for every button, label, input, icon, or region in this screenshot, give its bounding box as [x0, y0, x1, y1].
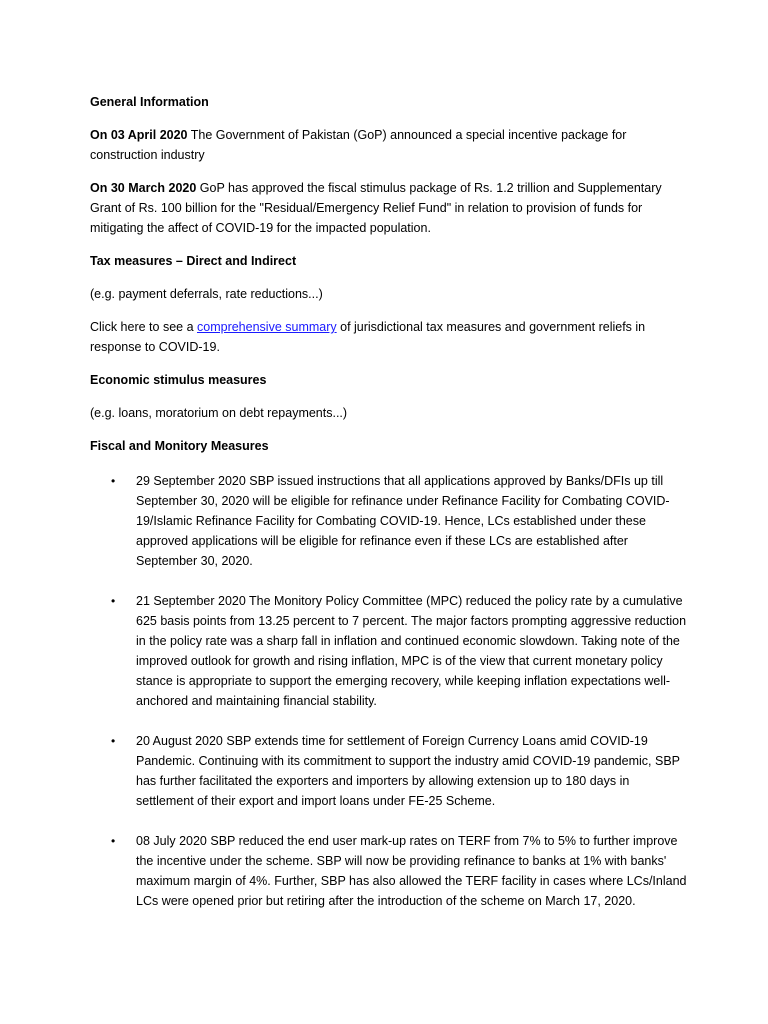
list-item-text: 08 July 2020 SBP reduced the end user mark-up rates on TERF from 7% to 5% to further improve the incentive under the scheme. SBP will now be providing refinance to banks at 1% with banks' maximum margin of 4%. Further, SBP has also allowed the TERF facility in cases where LCs/Inland LCs were opened prior but retiring after the introduction of the scheme on March 17, 2020. — [136, 834, 687, 908]
tax-measures-heading: Tax measures – Direct and Indirect — [90, 254, 297, 268]
tax-measures-example: (e.g. payment deferrals, rate reductions...) — [90, 287, 323, 301]
list-item — [90, 471, 690, 571]
bullet-marker: • — [111, 834, 116, 848]
fiscal-monitory-heading: Fiscal and Monitory Measures — [90, 439, 269, 453]
list-item-text: 20 August 2020 SBP extends time for settlement of Foreign Currency Loans amid COVID-19 Pandemic. Continuing with its commitment to support the industry amid COVID-19 pandemic, SBP has further facilitated the exporters and importers by allowing extension up to 180 days in settlement of their export and import loans under FE-25 Scheme. — [136, 734, 680, 808]
list-item — [90, 591, 690, 711]
bullet-marker: • — [111, 594, 116, 608]
summary-text-after: of jurisdictional tax measures and government reliefs in response to COVID-19. — [90, 320, 646, 354]
date-30-march-2020: On 30 March 2020 — [90, 181, 197, 195]
bullet-marker: • — [111, 474, 116, 488]
bullet-marker: • — [111, 734, 116, 748]
economic-stimulus-heading: Economic stimulus measures — [90, 373, 267, 387]
comprehensive-summary-link[interactable]: comprehensive summary — [197, 320, 337, 334]
list-item-text: 21 September 2020 The Monitory Policy Committee (MPC) reduced the policy rate by a cumulative 625 basis points from 13.25 percent to 7 percent. The major factors prompting aggressive reduction in the policy rate was a sharp fall in inflation and continued economic slowdown. Taking note of the improved outlook for growth and rising inflation, MPC is of the view that current monetary policy stance is appropriate to support the emerging recovery, while keeping inflation expectations well-anchored and maintaining financial stability. — [136, 594, 687, 708]
list-item-text: 29 September 2020 SBP issued instructions that all applications approved by Banks/DFIs up till September 30, 2020 will be eligible for refinance under Refinance Facility for Combating COVID-19/Islamic Refinance Facility for Combating COVID-19. Hence, LCs established under these approved applications will be eligible for refinance even if these LCs are established after September 30, 2020. — [136, 474, 670, 568]
paragraph-construction-package — [90, 125, 690, 165]
economic-stimulus-example: (e.g. loans, moratorium on debt repayments...) — [90, 406, 348, 420]
paragraph-fiscal-stimulus — [90, 178, 690, 238]
list-item — [90, 731, 690, 811]
list-item — [90, 831, 690, 911]
paragraph-fiscal-stimulus-text: GoP has approved the fiscal stimulus package of Rs. 1.2 trillion and Supplementary Grant of Rs. 100 billion for the "Residual/Emergency Relief Fund" in relation to provision of funds for mitigating the affect of COVID-19 for the impacted population. — [90, 181, 662, 235]
paragraph-summary-link — [90, 317, 690, 357]
summary-text-before: Click here to see a — [90, 320, 197, 334]
date-03-april-2020: On 03 April 2020 — [90, 128, 188, 142]
paragraph-construction-text: The Government of Pakistan (GoP) announced a special incentive package for construction industry — [90, 128, 627, 162]
fiscal-measures-list — [90, 471, 690, 911]
document-page — [90, 92, 690, 931]
general-information-heading: General Information — [90, 95, 209, 109]
